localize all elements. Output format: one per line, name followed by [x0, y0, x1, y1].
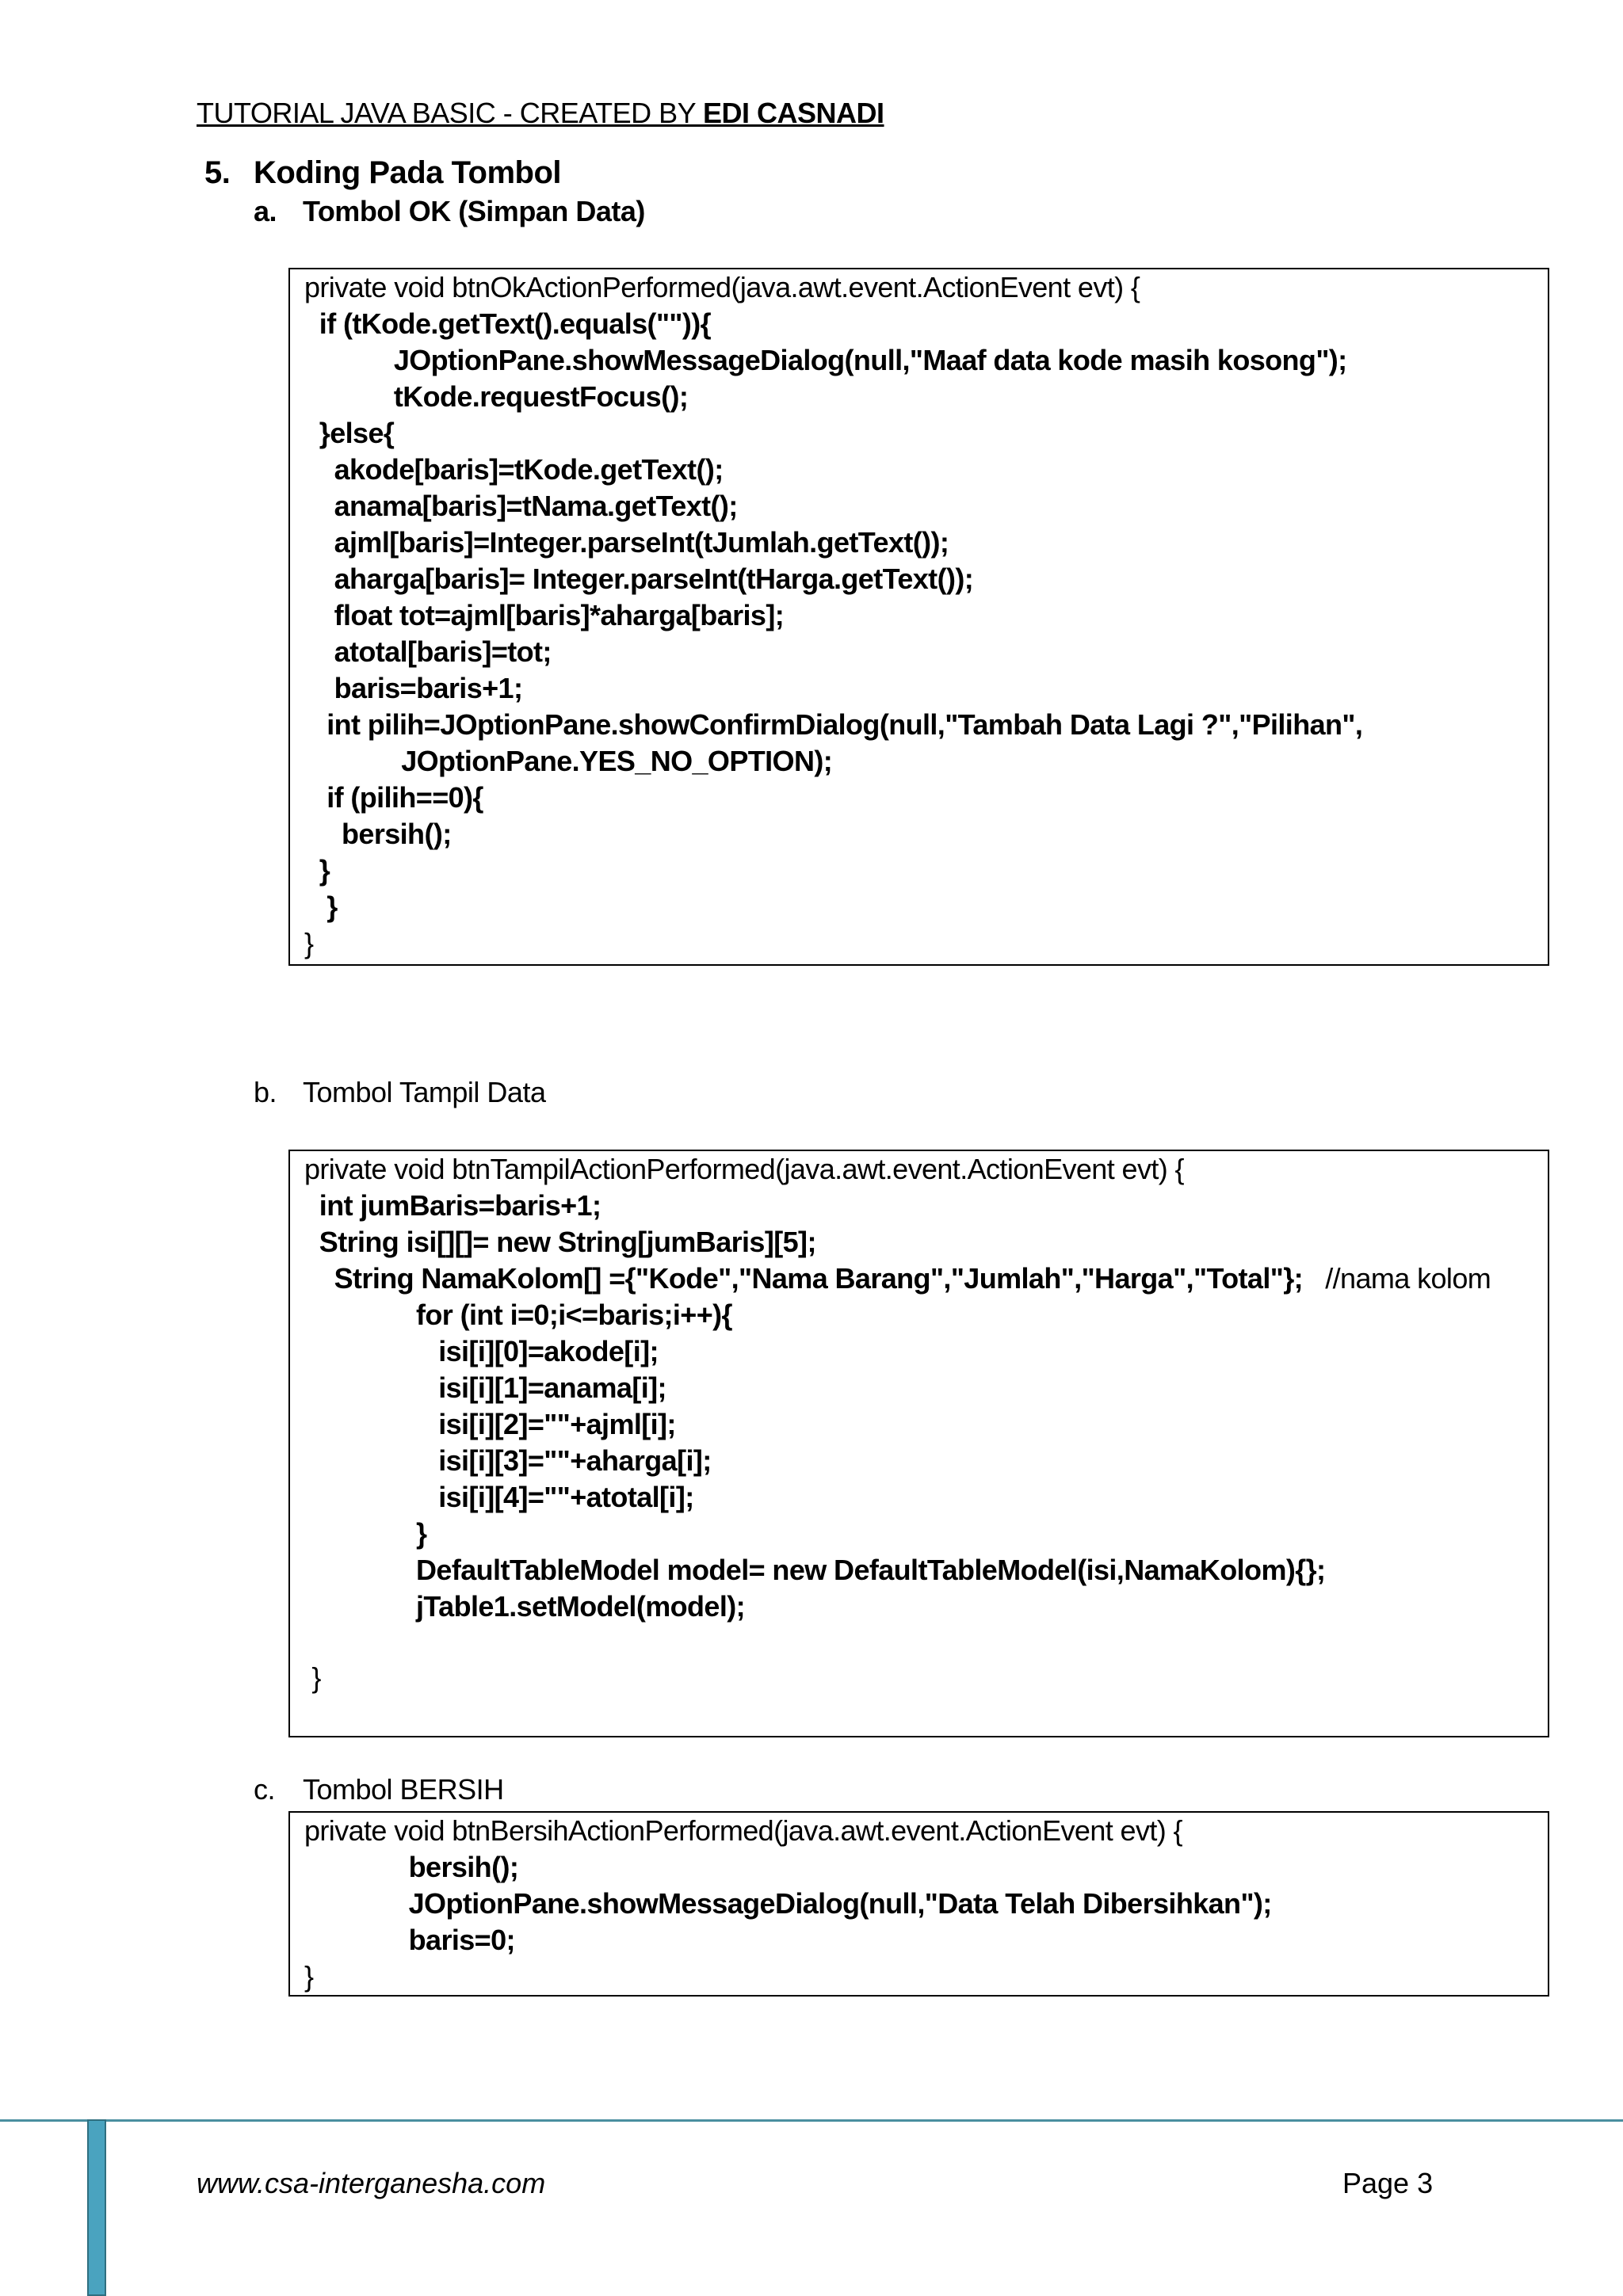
code-line: anama[baris]=tNama.getText(); [304, 490, 738, 522]
code-line: }else{ [304, 417, 395, 449]
code-line: } [304, 891, 338, 923]
subheading-c-letter: c. [254, 1773, 276, 1806]
section-title: Koding Pada Tombol [254, 155, 562, 190]
code-line: if (tKode.getText().equals("")){ [304, 307, 712, 340]
code-line: isi[i][1]=anama[i]; [304, 1371, 666, 1404]
code-line: akode[baris]=tKode.getText(); [304, 453, 724, 486]
code-line: int jumBaris=baris+1; [304, 1189, 601, 1222]
code-line: JOptionPane.showMessageDialog(null,"Maaf data kode masih kosong"); [304, 344, 1347, 376]
code-line: int pilih=JOptionPane.showConfirmDialog(null,"Tambah Data Lagi ?","Pilihan", [304, 708, 1363, 741]
code-line: atotal[baris]=tot; [304, 635, 552, 668]
code-line-main: String NamaKolom[] ={"Kode","Nama Barang","Jumlah","Harga","Total"}; [304, 1262, 1304, 1295]
code-line: } [304, 854, 330, 887]
code-line: private void btnTampilActionPerformed(java.awt.event.ActionEvent evt) { [304, 1153, 1184, 1185]
footer-accent-bar [87, 2119, 106, 2296]
code-line: isi[i][3]=""+aharga[i]; [304, 1444, 712, 1477]
code-block-bersih [288, 1811, 1549, 1997]
code-comment: //nama kolom [1303, 1262, 1491, 1295]
code-line: private void btnBersihActionPerformed(java.awt.event.ActionEvent evt) { [304, 1814, 1182, 1847]
subheading-a-title: Tombol OK (Simpan Data) [303, 195, 645, 227]
code-line: baris=baris+1; [304, 672, 523, 704]
code-line: for (int i=0;i<=baris;i++){ [304, 1299, 732, 1331]
code-line: jTable1.setModel(model); [304, 1590, 746, 1623]
code-line: } [304, 927, 314, 959]
code-line: } [304, 1661, 321, 1694]
code-line: tKode.requestFocus(); [304, 380, 689, 413]
document-header [197, 97, 884, 130]
code-line: } [304, 1517, 427, 1550]
code-line: isi[i][0]=akode[i]; [304, 1335, 659, 1367]
code-line: bersih(); [304, 818, 452, 850]
footer-website-link[interactable]: www.csa-interganesha.com [197, 2167, 546, 2199]
code-line: if (pilih==0){ [304, 781, 483, 814]
code-line: private void btnOkActionPerformed(java.awt.event.ActionEvent evt) { [304, 271, 1140, 303]
section-number: 5. [204, 155, 231, 190]
code-line: isi[i][2]=""+ajml[i]; [304, 1408, 676, 1440]
header-author: EDI CASNADI [703, 97, 884, 129]
code-line: DefaultTableModel model= new DefaultTableModel(isi,NamaKolom){}; [304, 1554, 1326, 1586]
subheading-a-letter: a. [254, 195, 277, 227]
code-line: String isi[][]= new String[jumBaris][5]; [304, 1226, 816, 1258]
code-line [304, 1261, 1548, 1297]
subheading-b-letter: b. [254, 1076, 277, 1108]
code-block-tampil [288, 1150, 1549, 1737]
section-heading [204, 155, 561, 191]
page-number: Page 3 [1342, 2167, 1434, 2199]
footer-divider [0, 2119, 1623, 2122]
header-prefix: TUTORIAL JAVA BASIC - CREATED BY [197, 97, 703, 129]
code-line [304, 1625, 1548, 1661]
subheading-b [254, 1076, 545, 1109]
code-block-ok [288, 268, 1549, 966]
subheading-b-title: Tombol Tampil Data [303, 1076, 546, 1108]
code-line: ajml[baris]=Integer.parseInt(tJumlah.getText()); [304, 526, 949, 559]
code-line: JOptionPane.showMessageDialog(null,"Data Telah Dibersihkan"); [304, 1887, 1272, 1920]
subheading-c [254, 1773, 504, 1806]
code-line: float tot=ajml[baris]*aharga[baris]; [304, 599, 785, 631]
code-line: JOptionPane.YES_NO_OPTION); [304, 745, 833, 777]
subheading-a [254, 195, 645, 228]
code-line: aharga[baris]= Integer.parseInt(tHarga.getText()); [304, 563, 974, 595]
subheading-c-title: Tombol BERSIH [303, 1773, 504, 1806]
code-line: baris=0; [304, 1924, 515, 1956]
code-line: bersih(); [304, 1851, 519, 1883]
code-line: isi[i][4]=""+atotal[i]; [304, 1481, 694, 1513]
code-line: } [304, 1960, 314, 1993]
